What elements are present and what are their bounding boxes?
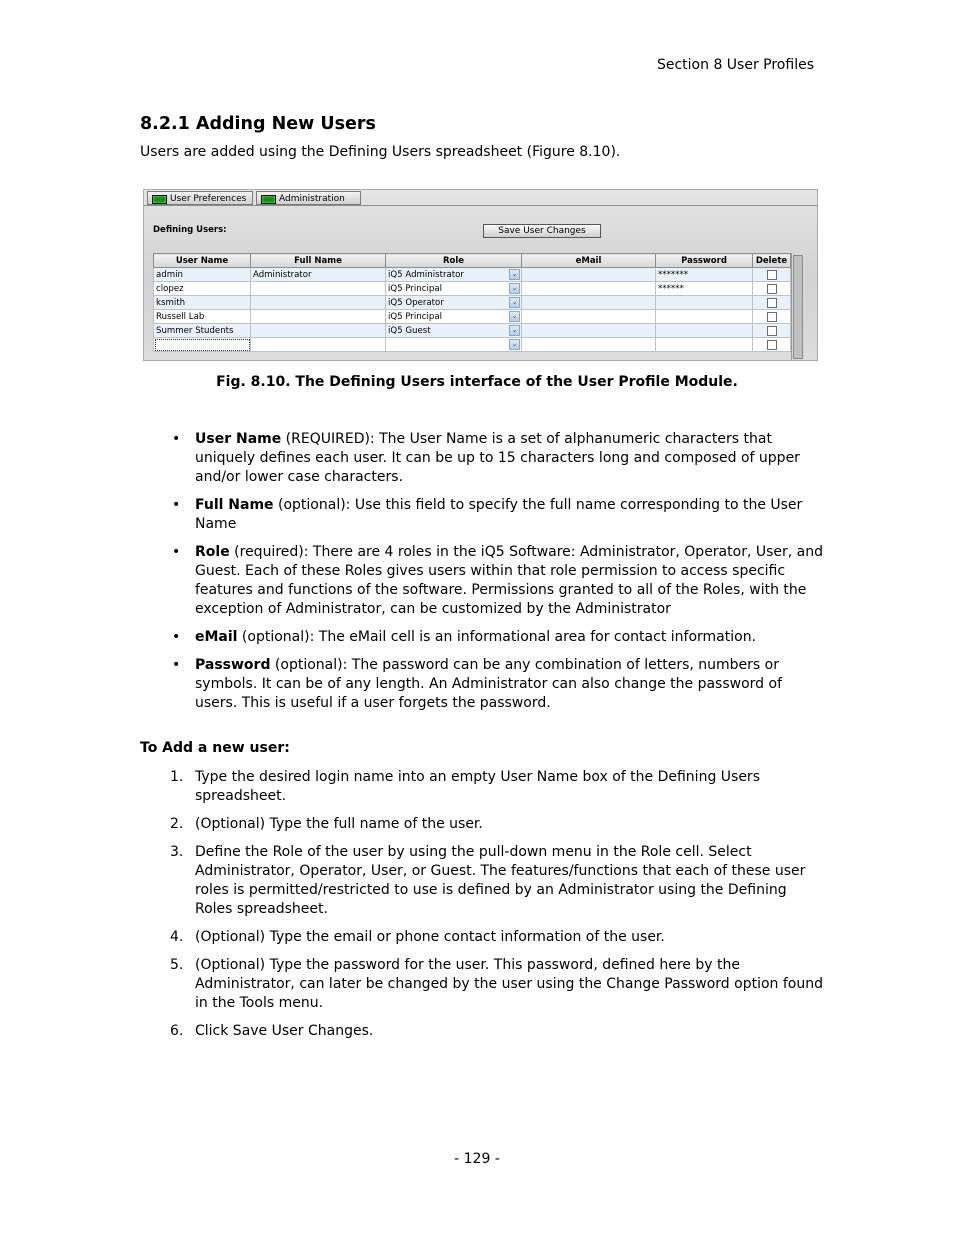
delete-cell xyxy=(753,338,791,352)
user-name-cell[interactable]: Summer Students xyxy=(154,324,251,338)
user-name-cell[interactable]: ksmith xyxy=(154,296,251,310)
description: (optional): The password can be any combination of letters, numbers or symbols. It can be of any length. An Administrator can also change the password of users. This is useful if a user forgets the password. xyxy=(195,657,783,711)
delete-checkbox[interactable] xyxy=(767,340,777,350)
col-header-role[interactable]: Role xyxy=(386,254,522,268)
email-cell[interactable] xyxy=(522,310,656,324)
email-cell[interactable] xyxy=(522,296,656,310)
grid-header-row xyxy=(154,254,791,268)
term: Password xyxy=(195,657,271,673)
step-number: 6. xyxy=(170,1023,184,1039)
step-number: 3. xyxy=(170,844,184,860)
description: (optional): Use this field to specify the full name corresponding to the User Name xyxy=(195,497,803,532)
role-value: iQ5 Principal xyxy=(388,311,442,322)
role-cell[interactable] xyxy=(386,296,522,310)
role-cell[interactable] xyxy=(386,268,522,282)
password-cell[interactable]: ****** xyxy=(656,282,753,296)
step-text: Define the Role of the user by using the pull-down menu in the Role cell. Select Administrator, Operator, User, or Guest. The features/functions that each of these user roles is permitted/restricted to use is defined by an Administrator using the Defining Roles spreadsheet. xyxy=(195,844,806,917)
tab-label: Administration xyxy=(279,194,345,204)
delete-checkbox[interactable] xyxy=(767,312,777,322)
delete-cell xyxy=(753,268,791,282)
delete-cell xyxy=(753,310,791,324)
full-name-cell[interactable] xyxy=(251,282,386,296)
procedure-steps xyxy=(170,768,825,1050)
password-cell[interactable] xyxy=(656,324,753,338)
chevron-down-icon[interactable]: ⌄ xyxy=(509,269,520,280)
list-item xyxy=(170,768,825,806)
tab-indicator-icon xyxy=(152,195,167,204)
role-cell[interactable] xyxy=(386,282,522,296)
table-row xyxy=(154,282,791,296)
procedure-heading: To Add a new user: xyxy=(140,740,290,756)
save-user-changes-button[interactable]: Save User Changes xyxy=(483,224,601,238)
table-row-new xyxy=(154,338,791,352)
page-number: - 129 - xyxy=(454,1151,500,1167)
email-cell[interactable] xyxy=(522,324,656,338)
tab-administration[interactable] xyxy=(256,191,361,205)
role-cell[interactable] xyxy=(386,324,522,338)
table-row xyxy=(154,324,791,338)
step-number: 4. xyxy=(170,929,184,945)
delete-cell xyxy=(753,296,791,310)
step-number: 5. xyxy=(170,957,184,973)
full-name-cell[interactable] xyxy=(251,338,386,352)
delete-checkbox[interactable] xyxy=(767,298,777,308)
password-cell[interactable] xyxy=(656,296,753,310)
email-cell[interactable] xyxy=(522,338,656,352)
delete-cell xyxy=(753,324,791,338)
step-number: 1. xyxy=(170,769,184,785)
table-row xyxy=(154,310,791,324)
figure-caption: Fig. 8.10. The Defining Users interface of the User Profile Module. xyxy=(216,374,738,390)
description: (required): There are 4 roles in the iQ5 Software: Administrator, Operator, User, and Guest. Each of these Roles gives users within that role permission to access specific features and functions of the software. Permissions granted to all of the Roles, with the exception of Administrator, can be customized by the Administrator xyxy=(195,544,824,617)
delete-cell xyxy=(753,282,791,296)
tab-indicator-icon xyxy=(261,195,276,204)
chevron-down-icon[interactable]: ⌄ xyxy=(509,311,520,322)
email-cell[interactable] xyxy=(522,268,656,282)
list-item xyxy=(170,815,825,834)
vertical-scrollbar[interactable] xyxy=(791,253,805,360)
list-item xyxy=(170,628,825,647)
users-grid xyxy=(153,253,791,352)
list-item xyxy=(170,496,825,534)
password-cell[interactable] xyxy=(656,310,753,324)
step-text: (Optional) Type the email or phone contact information of the user. xyxy=(195,929,665,945)
field-descriptions xyxy=(170,430,825,722)
col-header-password[interactable]: Password xyxy=(656,254,753,268)
step-text: (Optional) Type the full name of the user. xyxy=(195,816,483,832)
list-item xyxy=(170,956,825,1013)
role-value: iQ5 Principal xyxy=(388,283,442,294)
list-item xyxy=(170,543,825,619)
table-row xyxy=(154,268,791,282)
col-header-email[interactable]: eMail xyxy=(522,254,656,268)
step-text: Click Save User Changes. xyxy=(195,1023,374,1039)
step-text: Type the desired login name into an empty User Name box of the Defining Users spreadsheet. xyxy=(195,769,760,804)
tab-label: User Preferences xyxy=(170,194,247,204)
delete-checkbox[interactable] xyxy=(767,326,777,336)
role-value: iQ5 Operator xyxy=(388,297,444,308)
chevron-down-icon[interactable]: ⌄ xyxy=(509,283,520,294)
defining-users-figure xyxy=(143,189,818,361)
email-cell[interactable] xyxy=(522,282,656,296)
user-name-cell[interactable] xyxy=(154,338,251,352)
delete-checkbox[interactable] xyxy=(767,270,777,280)
term: User Name xyxy=(195,431,282,447)
full-name-cell[interactable] xyxy=(251,324,386,338)
role-value: iQ5 Guest xyxy=(388,325,431,336)
tab-user-preferences[interactable] xyxy=(147,191,253,205)
full-name-cell[interactable]: Administrator xyxy=(251,268,386,282)
user-name-cell[interactable]: admin xyxy=(154,268,251,282)
term: Full Name xyxy=(195,497,274,513)
full-name-cell[interactable] xyxy=(251,296,386,310)
defining-users-label: Defining Users: xyxy=(153,225,227,235)
user-name-cell[interactable]: Russell Lab xyxy=(154,310,251,324)
role-value: iQ5 Administrator xyxy=(388,269,464,280)
chevron-down-icon[interactable]: ⌄ xyxy=(509,297,520,308)
list-item xyxy=(170,656,825,713)
list-item xyxy=(170,843,825,919)
intro-paragraph: Users are added using the Defining Users spreadsheet (Figure 8.10). xyxy=(140,144,621,160)
role-cell[interactable] xyxy=(386,338,522,352)
running-header: Section 8 User Profiles xyxy=(656,57,814,73)
description: (REQUIRED): The User Name is a set of alphanumeric characters that uniquely defines each user. It can be up to 15 characters long and composed of upper and/or lower case characters. xyxy=(195,431,800,485)
description: (optional): The eMail cell is an informational area for contact information. xyxy=(237,629,757,645)
tab-divider xyxy=(144,205,817,206)
col-header-delete[interactable]: Delete xyxy=(753,254,791,268)
user-name-cell[interactable]: clopez xyxy=(154,282,251,296)
chevron-down-icon[interactable]: ⌄ xyxy=(509,325,520,336)
table-row xyxy=(154,296,791,310)
list-item xyxy=(170,1022,825,1041)
col-header-full-name[interactable]: Full Name xyxy=(251,254,386,268)
role-cell[interactable] xyxy=(386,310,522,324)
list-item xyxy=(170,928,825,947)
section-heading: 8.2.1 Adding New Users xyxy=(140,114,376,134)
chevron-down-icon[interactable]: ⌄ xyxy=(509,339,520,350)
term: Role xyxy=(195,544,230,560)
password-cell[interactable]: ******* xyxy=(656,268,753,282)
scrollbar-thumb[interactable] xyxy=(793,255,803,359)
step-text: (Optional) Type the password for the user. This password, defined here by the Administrator, can later be changed by the user using the Change Password option found in the Tools menu. xyxy=(195,957,823,1011)
step-number: 2. xyxy=(170,816,184,832)
list-item xyxy=(170,430,825,487)
full-name-cell[interactable] xyxy=(251,310,386,324)
delete-checkbox[interactable] xyxy=(767,284,777,294)
term: eMail xyxy=(195,629,238,645)
col-header-user-name[interactable]: User Name xyxy=(154,254,251,268)
password-cell[interactable] xyxy=(656,338,753,352)
